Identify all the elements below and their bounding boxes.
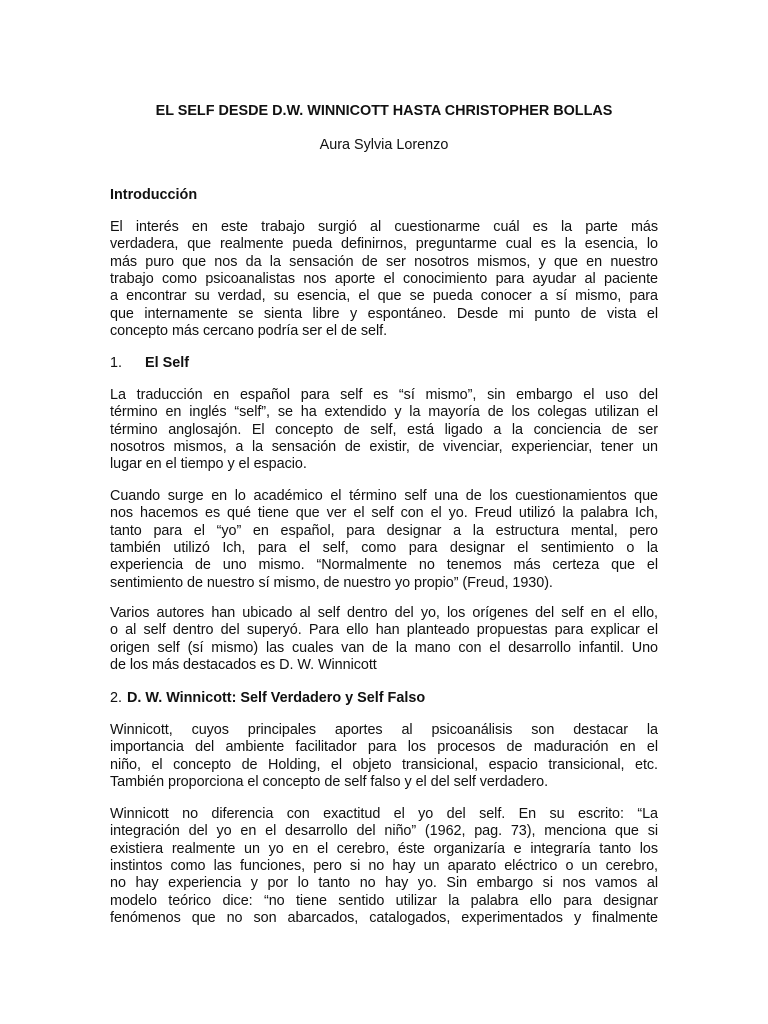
text-line: nosotros mismos, a la sensación de existir, de vivenciar, experienciar, tener un — [110, 439, 658, 456]
text-line: El interés en este trabajo surgió al cuestionarme cuál es la parte más — [110, 219, 658, 235]
text-line: término anglosajón. El concepto de self, está ligado a la conciencia de ser — [110, 421, 658, 438]
section-heading-el-self — [110, 354, 189, 372]
text-line: sentimiento de nuestro sí mismo, de nuestro yo propio” (Freud, 1930). — [110, 574, 553, 591]
text-line: nos hacemos es qué tiene que ver el self con el yo. Freud utilizó la palabra Ich, — [110, 505, 658, 522]
text-line: concepto más cercano podría ser el de self. — [110, 323, 388, 340]
text-line: modelo teórico dice: “no tiene sentido utilizar la palabra ello para designar — [110, 892, 658, 909]
text-line: experiencia de uno mismo. “Normalmente no tenemos más certeza que el — [110, 557, 658, 574]
paragraph-self-1 — [110, 387, 658, 474]
text-line: de los más destacados es D. W. Winnicott — [110, 657, 377, 674]
document-title: EL SELF DESDE D.W. WINNICOTT HASTA CHRISTOPHER BOLLAS — [155, 103, 613, 119]
text-line: término en inglés “self”, se ha extendido y la mayoría de los colegas utilizan el — [110, 404, 658, 421]
text-line: Winnicott, cuyos principales aportes al psicoanálisis son destacar la — [110, 722, 658, 738]
text-line: niño, el concepto de Holding, el objeto transicional, espacio transicional, etc. — [110, 756, 658, 773]
text-line: a encontrar su verdad, su esencia, el que se pueda conocer a sí mismo, para — [110, 288, 658, 305]
paragraph-self-3 — [110, 605, 658, 674]
text-line: lugar en el tiempo y el espacio. — [110, 456, 307, 473]
text-line: tanto para el “yo” en español, para designar a la estructura mental, pero — [110, 522, 658, 539]
text-line: La traducción en español para self es “sí mismo”, sin embargo el uso del — [110, 387, 658, 403]
text-line: también utilizó Ich, para el self, como para designar el sentimiento o la — [110, 540, 658, 557]
text-line: fenómenos que no son abarcados, catalogados, experimentados y finalmente — [110, 910, 658, 927]
text-line: o al self dentro del superyó. Para ello han planteado propuestas para explicar el — [110, 622, 658, 639]
text-line: Winnicott no diferencia con exactitud el yo del self. En su escrito: “La — [110, 806, 658, 822]
text-line: integración del yo en el desarrollo del niño” (1962, pag. 73), menciona que si — [110, 823, 658, 840]
text-line: Varios autores han ubicado al self dentro del yo, los orígenes del self en el ello, — [110, 605, 658, 621]
paragraph-winnicott-2 — [110, 806, 658, 927]
text-line: instintos como las funciones, pero si no hay un aparato eléctrico o un cerebro, — [110, 858, 658, 875]
text-line: trabajo como psicoanalistas nos aporte el conocimiento para ayudar al paciente — [110, 271, 658, 288]
section-heading-text: D. W. Winnicott: Self Verdadero y Self Falso — [127, 690, 426, 706]
paragraph-winnicott-1 — [110, 722, 658, 791]
text-line: no hay experiencia y por lo tanto no hay yo. Sin embargo si nos vamos al — [110, 875, 658, 892]
text-line: existiera realmente un yo en el cerebro, éste organizaría e integraría tanto los — [110, 840, 658, 857]
section-number: 1. — [110, 355, 123, 371]
section-number: 2. — [110, 690, 123, 706]
text-line: verdadera, que realmente pueda definirnos, preguntarme cual es la esencia, lo — [110, 236, 658, 253]
paragraph-self-2 — [110, 488, 658, 592]
text-line: Cuando surge en lo académico el término self una de los cuestionamientos que — [110, 488, 658, 504]
section-heading-winnicott — [110, 689, 425, 707]
text-line: También proporciona el concepto de self falso y el del self verdadero. — [110, 774, 549, 791]
text-line: más puro que nos da la sensación de ser nosotros mismos, y que en nuestro — [110, 253, 658, 270]
paragraph-introduccion — [110, 219, 658, 340]
document-author: Aura Sylvia Lorenzo — [319, 137, 449, 153]
section-heading-introduccion: Introducción — [110, 187, 198, 203]
text-line: que internamente se sienta libre y espontáneo. Desde mi punto de vista el — [110, 305, 658, 322]
text-line: importancia del ambiente facilitador para los procesos de maduración en el — [110, 739, 658, 756]
text-line: origen self (sí mismo) las cuales van de la mano con el desarrollo infantil. Uno — [110, 639, 658, 656]
section-heading-text: El Self — [145, 355, 189, 371]
